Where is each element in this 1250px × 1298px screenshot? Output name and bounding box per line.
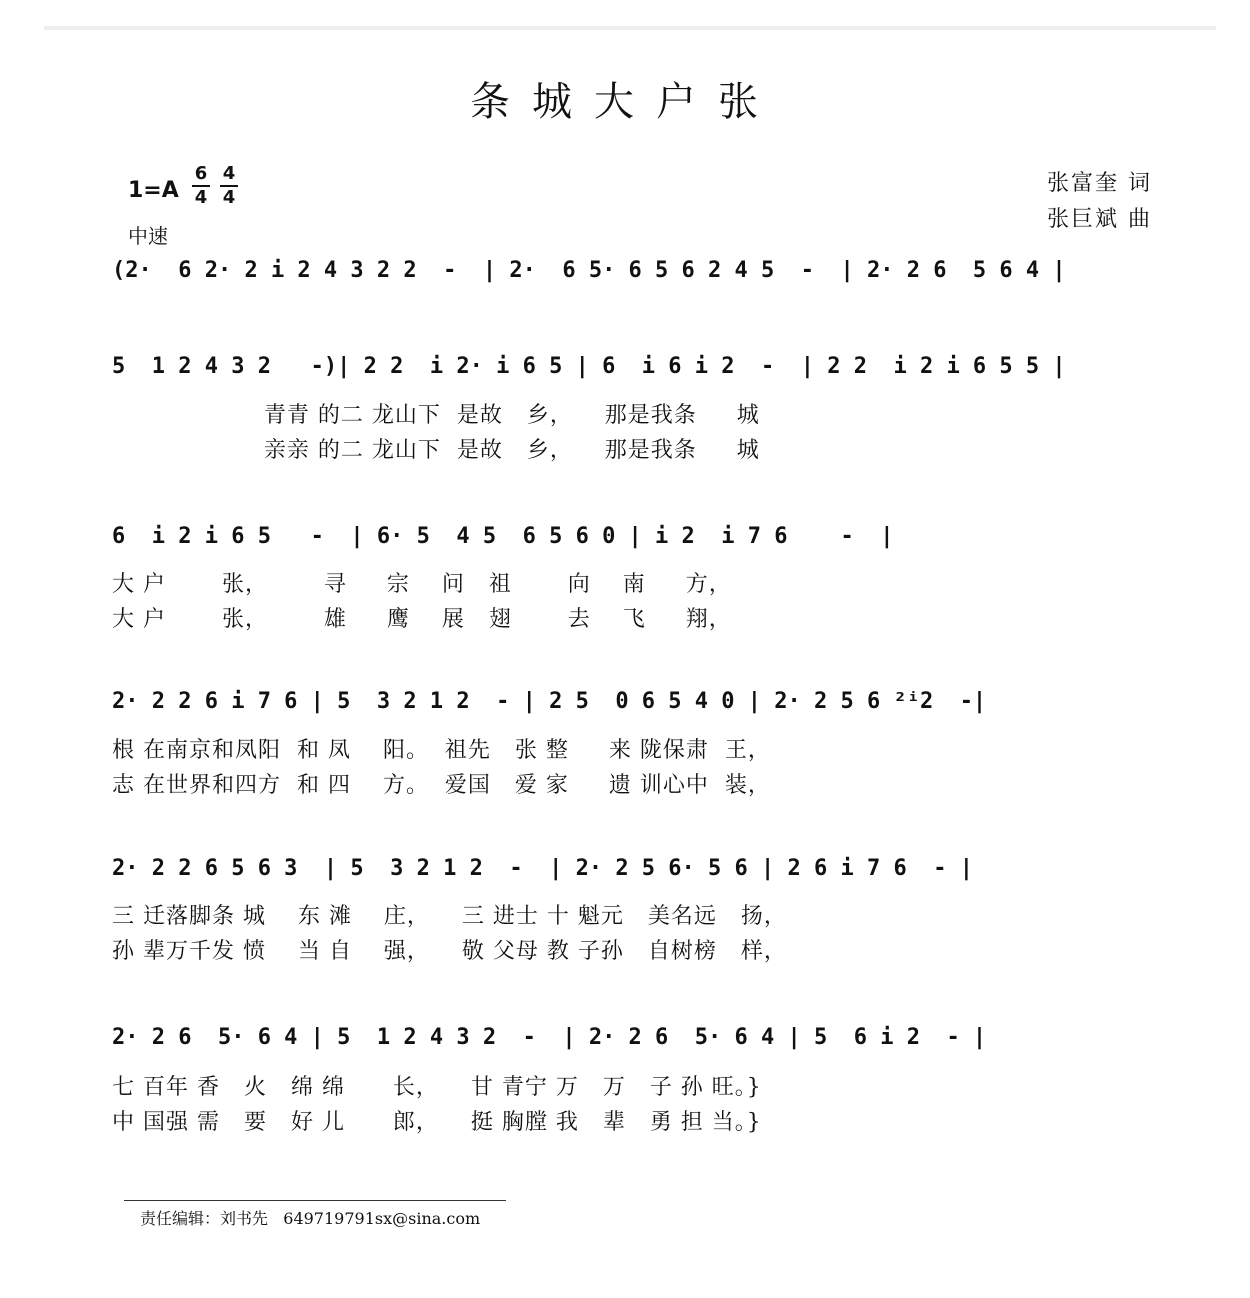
editor-credit: 责任编辑：刘书先 649719791sx@sina.com (140, 1209, 481, 1228)
time-signature-2 (218, 164, 240, 208)
tempo-marking: 中速 (128, 224, 168, 248)
lyricist-credit: 张富奎 词 (1047, 171, 1152, 196)
lyrics-line-5-verse-1: 三 迁落脚条 城 东 滩 庄， 三 进士 十 魁元 美名远 扬， (112, 904, 787, 929)
lyrics-line-3-verse-1: 大 户 张， 寻 宗 问 祖 向 南 方， (112, 572, 732, 597)
lyrics-line-4-verse-2: 志 在世界和四方 和 四 方。 爱国 爱 家 遗 训心中 装， (112, 773, 771, 798)
time-sig-2-bottom: 4 (222, 187, 236, 208)
key-signature: 1=A (128, 178, 179, 203)
lyrics-line-4-verse-1: 根 在南京和凤阳 和 凤 阳。 祖先 张 整 来 陇保肃 王， (112, 738, 771, 763)
lyrics-line-5-verse-2: 孙 辈万千发 愤 当 自 强， 敬 父母 教 子孙 自树榜 样， (112, 939, 787, 964)
song-title: 条城大户张 (470, 79, 780, 125)
notation-line-1: (2· 6 2· 2 i 2 4 3 2 2 - | 2· 6 5· 6 5 6 2 4 5 - | 2· 2 6 5 6 4 | (112, 258, 1066, 283)
lyrics-line-2-verse-1: 青青 的二 龙山下 是故 乡， 那是我条 城 (112, 403, 760, 428)
time-signature-1 (190, 164, 212, 208)
footer-divider (124, 1200, 506, 1201)
notation-line-6: 2· 2 6 5· 6 4 | 5 1 2 4 3 2 - | 2· 2 6 5· 6 4 | 5 6 i 2 - | (112, 1025, 987, 1050)
composer-credit: 张巨斌 曲 (1047, 207, 1152, 232)
time-sig-2-top: 4 (222, 163, 236, 184)
time-sig-1-top: 6 (194, 163, 208, 184)
notation-line-5: 2· 2 2 6 5 6 3 | 5 3 2 1 2 - | 2· 2 5 6· 5 6 | 2 6 i 7 6 - | (112, 856, 973, 881)
time-sig-1-bottom: 4 (194, 187, 208, 208)
top-divider (44, 26, 1216, 30)
notation-line-2: 5 1 2 4 3 2 -)| 2 2 i 2· i 6 5 | 6 i 6 i 2 - | 2 2 i 2 i 6 5 5 | (112, 354, 1066, 379)
lyrics-line-2-verse-2: 亲亲 的二 龙山下 是故 乡， 那是我条 城 (112, 438, 760, 463)
notation-line-4: 2· 2 2 6 i 7 6 | 5 3 2 1 2 - | 2 5 0 6 5 4 0 | 2· 2 5 6 ²ⁱ2 -| (112, 689, 987, 714)
notation-line-3: 6 i 2 i 6 5 - | 6· 5 4 5 6 5 6 0 | i 2 i 7 6 - | (112, 524, 894, 549)
lyrics-line-3-verse-2: 大 户 张， 雄 鹰 展 翅 去 飞 翔， (112, 607, 732, 632)
lyrics-line-6-verse-1: 七 百年 香 火 绵 绵 长， 甘 青宁 万 万 子 孙 旺。} (112, 1075, 762, 1100)
lyrics-line-6-verse-2: 中 国强 需 要 好 儿 郎， 挺 胸膛 我 辈 勇 担 当。} (112, 1110, 762, 1135)
